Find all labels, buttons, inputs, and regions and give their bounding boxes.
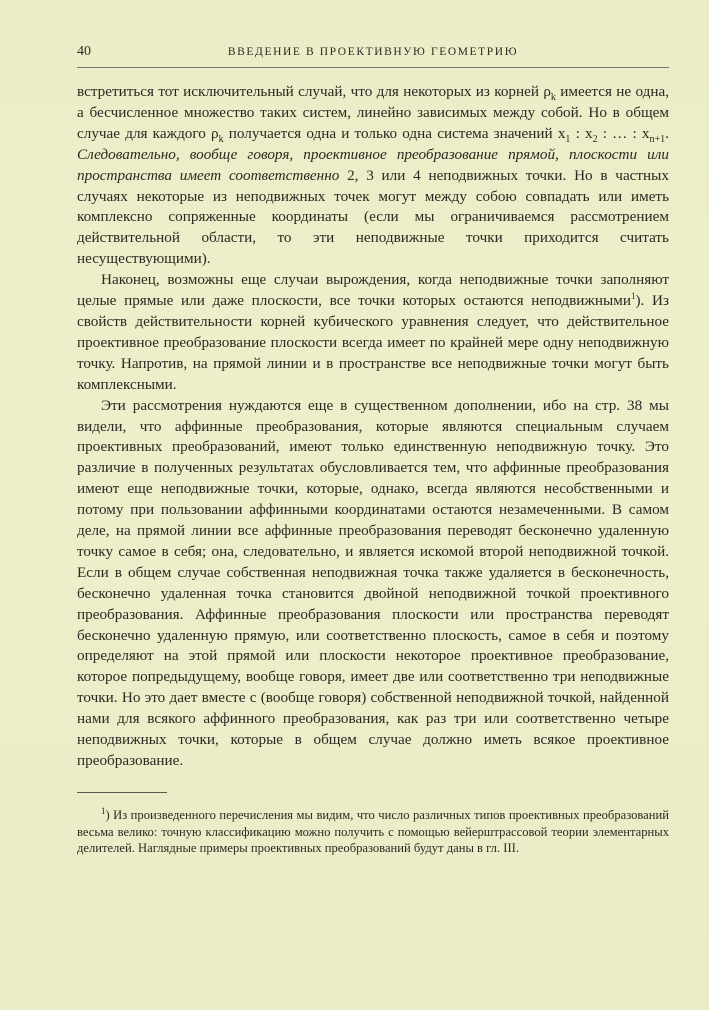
footnote (77, 807, 669, 857)
paragraph (77, 396, 669, 772)
footnote-ref: 1 (631, 291, 636, 301)
text-segment: Наконец, возможны еще случаи вырождения, когда неподвижные точки заполняют целые прямые или даже плоскости, все точки которых остаются неподвижными (77, 271, 669, 310)
text-segment: имеется не одна, а бесчисленное множество таких систем, линейно зависимых между собой. Но в общем случае для каждого ρ (77, 83, 670, 142)
text-segment: Следовательно, вообще говоря, проективное преобразование прямой, плоскости или пространства имеет соответственно (77, 145, 669, 184)
page-number: 40 (77, 44, 91, 59)
paragraph (77, 270, 669, 395)
text-segment: : … : x (597, 124, 650, 142)
text-segment: 2, 3 или 4 неподвижных точки. Но в частных случаях некоторые из неподвижных точек могут между собою совпадать или иметь комплексно сопряженные координаты (если мы ограничиваемся рассмотрением действительной области, то эти неподвижные точки приходится считать несуществующими). (77, 166, 669, 268)
text-segment: Эти рассмотрения нуждаются еще в существенном дополнении, ибо на стр. 38 мы видели, что аффинные преобразования, которые являются специальным случаем проективных преобразований, имеют только единственную неподвижную точку. Это различие в полученных результатах обусловливается тем, что аффинные преобразования имеют еще неподвижные точки, которые, однако, всегда являются несобственными и потому при пользовании аффинными координатами остаются незамеченными. В самом деле, на прямой линии все аффинные преобразования переводят бесконечно удаленную точку самое в себя; она, следовательно, и является искомой второй неподвижной точкой. Если в общем случае собственная неподвижная точка также удаляется в бесконечность, бесконечно удаленная точка становится двойной неподвижной точкой проективного преобразования. Аффинные преобразования плоскости или пространства переводят бесконечно удаленную прямую, или соответственно плоскость, самое в себя и поэтому определяют на этой прямой или плоскости некоторое проективное преобразование, которое попредыдущему, вообще говоря, имеет две или соответственно три неподвижные точки. Но это дает вместе с (вообще говоря) собственной неподвижной точкой, найденной нами для всякого аффинного преобразования, как раз три или соответственно четыре неподвижных точки, которые в общем случае должно иметь всякое проективное преобразование. (77, 396, 669, 769)
running-title: ВВЕДЕНИЕ В ПРОЕКТИВНУЮ ГЕОМЕТРИЮ (227, 46, 519, 58)
footnote-text: ) Из произведенного перечисления мы видим, что число различных типов проективных преобразований весьма велико: точную классификацию можно получить с помощью вейерштрассовой теории элементарных делителей. Наглядные примеры проективных преобразований будут даны в гл. III. (77, 807, 669, 856)
text-segment: ). Из свойств действительности корней кубического уравнения следует, что действительное проективное преобразование плоскости всегда имеет по крайней мере одну неподвижную точку. Напротив, на прямой линии и в пространстве все неподвижные точки могут быть комплексными. (77, 292, 669, 393)
text-segment: k (550, 92, 556, 104)
text-segment: 2 (592, 133, 598, 145)
page-header (77, 40, 669, 68)
text-segment: . (665, 124, 669, 142)
paragraph (77, 82, 669, 270)
header-rule (77, 67, 669, 68)
footnote-mark: 1 (101, 805, 106, 816)
text-segment: : x (570, 124, 593, 142)
text-segment: получается одна и только одна система значений x (223, 124, 566, 142)
text-segment: n+1 (649, 133, 666, 145)
text-segment: k (218, 133, 224, 145)
footnote-separator (77, 792, 167, 793)
body-text (77, 82, 669, 772)
book-page (77, 40, 669, 869)
text-segment: встретиться тот исключительный случай, что для некоторых из корней ρ (77, 83, 551, 100)
text-segment: 1 (565, 133, 571, 145)
